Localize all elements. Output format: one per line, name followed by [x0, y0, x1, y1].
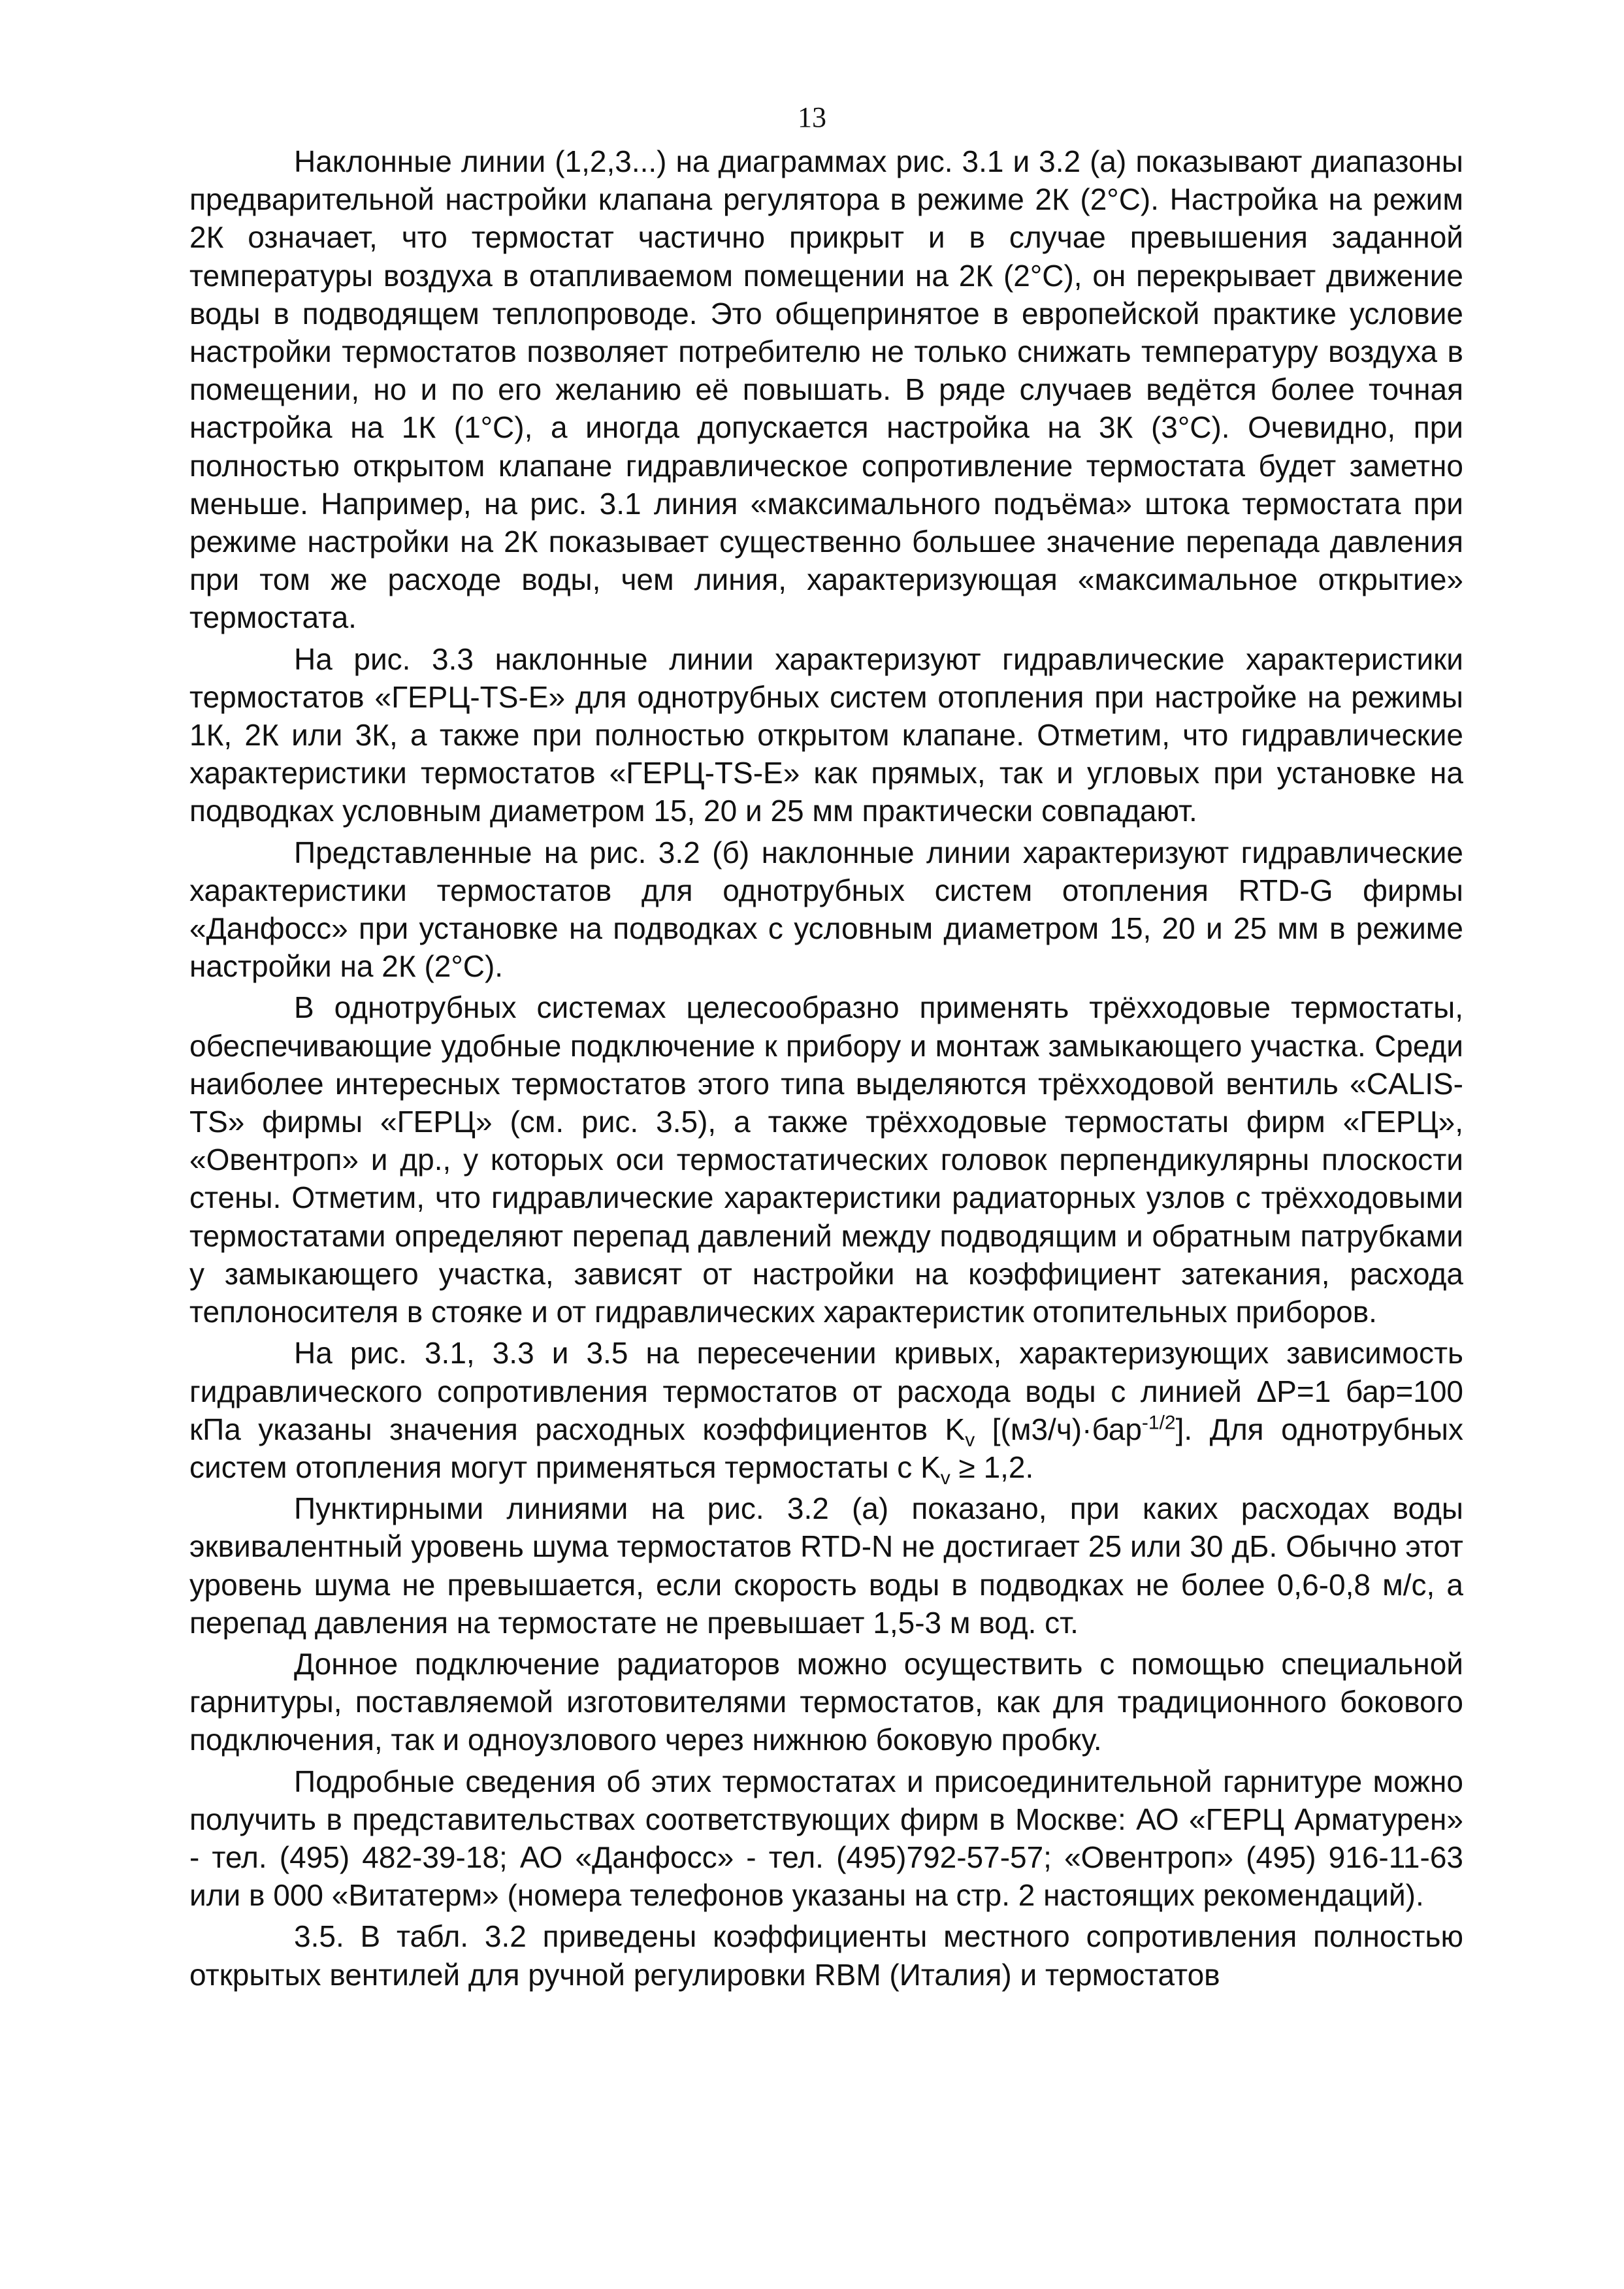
- paragraph-4: В однотрубных системах целесообразно применять трёхходовые термостаты, обеспечивающие удобные подключение к прибору и монтаж замыкающего участка. Среди наиболее интересных термостатов этого типа выделяются трёхходовой вентиль «CALIS-TS» фирмы «ГЕРЦ» (см. рис. 3.5), а также трёхходовые термостаты фирм «ГЕРЦ», «Овентроп» и др., у которых оси термостатических головок перпендикулярны плоскости стены. Отметим, что гидравлические характеристики радиаторных узлов с трёхходовыми термостатами определяют перепад давлений между подводящим и обратным патрубками у замыкающего участка, зависят от настройки на коэффициент затекания, расхода теплоносителя в стояке и от гидравлических характеристик отопительных приборов.: [189, 990, 1463, 1329]
- paragraph-6: Пунктирными линиями на рис. 3.2 (а) показано, при каких расходах воды эквивалентный уровень шума термостатов RTD-N не достигает 25 или 30 дБ. Обычно этот уровень шума не превышается, если скорость воды в подводках не более 0,6-0,8 м/с, а перепад давления на термостате не превышает 1,5-3 м вод. ст.: [189, 1491, 1463, 1640]
- paragraph-3: Представленные на рис. 3.2 (б) наклонные линии характеризуют гидравлические характеристики термостатов для однотрубных систем отопления RTD-G фирмы «Данфосс» при установке на подводках с условным диаметром 15, 20 и 25 мм в режиме настройки на 2К (2°С).: [189, 835, 1463, 984]
- paragraph-9: 3.5. В табл. 3.2 приведены коэффициенты местного сопротивления полностью открытых вентилей для ручной регулировки RBM (Италия) и термостатов: [189, 1919, 1463, 1992]
- paragraph-5-part-1: На рис. 3.1, 3.3 и 3.5 на пересечении кривых, характеризующих зависимость гидравлического сопротивления термостатов от расхода воды с линией ΔР=1 бар=100 кПа указаны значения расходных коэффициентов K: [189, 1336, 1463, 1446]
- page-number: 13: [798, 101, 826, 133]
- paragraph-5-part-3: ]. Для однотрубных систем отопления могут применяться термостаты с K: [189, 1412, 1463, 1484]
- exponent-superscript: -1/2: [1141, 1412, 1176, 1434]
- paragraph-5-part-2: [(м3/ч)·бар: [975, 1412, 1142, 1446]
- kv-subscript-2: v: [940, 1467, 950, 1489]
- kv-subscript-1: v: [965, 1429, 975, 1451]
- paragraph-8: Подробные сведения об этих термостатах и присоединительной гарнитуре можно получить в представительствах соответствующих фирм в Москве: АО «ГЕРЦ Арматурен» - тел. (495) 482-39-18; АО «Данфосс» - тел. (495)792-57-57; «Овентроп» (495) 916-11-63 или в 000 «Витатерм» (номера телефонов указаны на стр. 2 настоящих рекомендаций).: [189, 1764, 1463, 1913]
- body-text: [189, 142, 1463, 1997]
- paragraph-1: Наклонные линии (1,2,3...) на диаграммах рис. 3.1 и 3.2 (а) показывают диапазоны предварительной настройки клапана регулятора в режиме 2К (2°С). Настройка на режим 2К означает, что термостат частично прикрыт и в случае превышения заданной температуры воздуха в отапливаемом помещении на 2К (2°С), он перекрывает движение воды в подводящем теплопроводе. Это общепринятое в европейской практике условие настройки термостатов позволяет потребителю не только снижать температуру воздуха в помещении, но и по его желанию её повышать. В ряде случаев ведётся более точная настройка на 1К (1°С), а иногда допускается настройка на 3К (3°С). Очевидно, при полностью открытом клапане гидравлическое сопротивление термостата будет заметно меньше. Например, на рис. 3.1 линия «максимального подъёма» штока термостата при режиме настройки на 2К показывает существенно большее значение перепада давления при том же расходе воды, чем линия, характеризующая «максимальное открытие» термостата.: [189, 144, 1463, 635]
- paragraph-5: [189, 1334, 1463, 1489]
- paragraph-2: На рис. 3.3 наклонные линии характеризуют гидравлические характеристики термостатов «ГЕРЦ-TS-E» для однотрубных систем отопления при настройке на режимы 1К, 2К или 3К, а также при полностью открытом клапане. Отметим, что гидравлические характеристики термостатов «ГЕРЦ-TS-E» как прямых, так и угловых при установке на подводках условным диаметром 15, 20 и 25 мм практически совпадают.: [189, 641, 1463, 828]
- paragraph-5-part-4: ≥ 1,2.: [950, 1450, 1034, 1484]
- paragraph-7: Донное подключение радиаторов можно осуществить с помощью специальной гарнитуры, поставляемой изготовителями термостатов, как для традиционного бокового подключения, так и одноузлового через нижнюю боковую пробку.: [189, 1646, 1463, 1757]
